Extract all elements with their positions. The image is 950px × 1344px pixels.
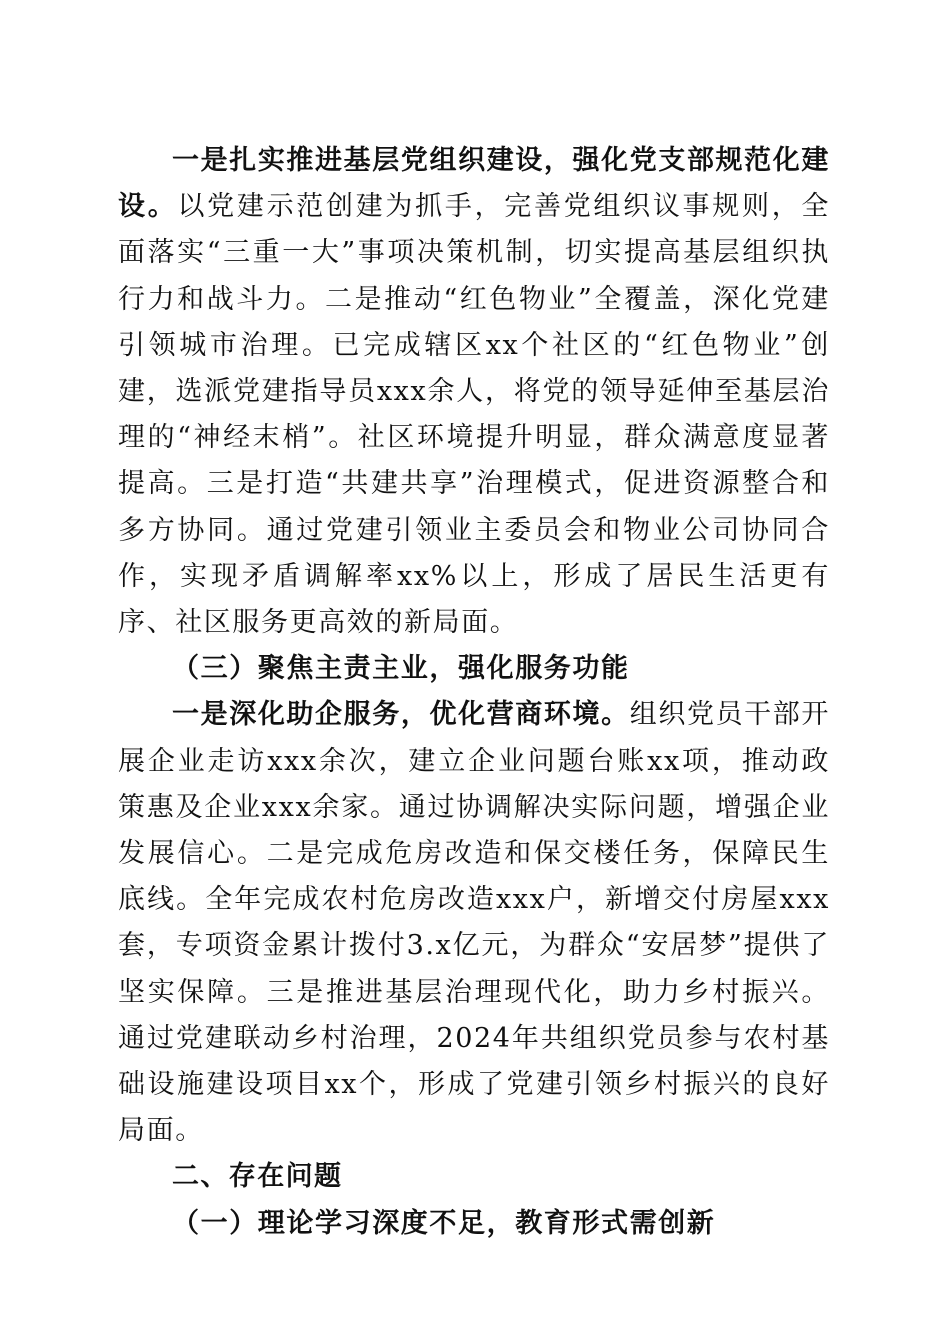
section-heading-existing-problems: 二、存在问题 xyxy=(172,1161,343,1193)
section-heading-focus-duties: （三）聚焦主责主业，强化服务功能 xyxy=(172,653,630,685)
paragraph-body-text: 以党建示范创建为抓手，完善党组织议事规则，全面落实“三重一大”事项决策机制，切实提高基层组织执行力和战斗力。二是推动“红色物业”全覆盖，深化党建引领城市治理。已完成辖区xx个社区的“红色物业”创建，选派党建指导员xxx余人，将党的领导延伸至基层治理的“神经末梢”。社区环境提升明显，群众满意度显著提高。三是打造“共建共享”治理模式，促进资源整合和多方协同。通过党建引领业主委员会和物业公司协同合作，实现矛盾调解率xx%以上，形成了居民生活更有序、社区服务更高效的新局面。 xyxy=(118,191,831,639)
document-body xyxy=(118,138,830,1247)
subsection-heading-theory-study: （一）理论学习深度不足，教育形式需创新 xyxy=(172,1207,716,1239)
paragraph-lead-sentence: 一是扎实推进基层党组织建设，强化党支部规范化建设。 xyxy=(118,145,830,223)
paragraph-party-building xyxy=(118,138,830,646)
paragraph-body-text: 组织党员干部开展企业走访xxx余次，建立企业问题台账xx项，推动政策惠及企业xxx余家。通过协调解决实际问题，增强企业发展信心。二是完成危房改造和保交楼任务，保障民生底线。全年完成农村危房改造xxx户，新增交付房屋xxx套，专项资金累计拨付3.x亿元，为群众“安居梦”提供了坚实保障。三是推进基层治理现代化，助力乡村振兴。通过党建联动乡村治理，2024年共组织党员参与农村基础设施建设项目xx个，形成了党建引领乡村振兴的良好局面。 xyxy=(118,699,831,1147)
paragraph-services xyxy=(118,692,830,1154)
paragraph-lead-sentence: 一是深化助企服务，优化营商环境。 xyxy=(172,699,630,731)
